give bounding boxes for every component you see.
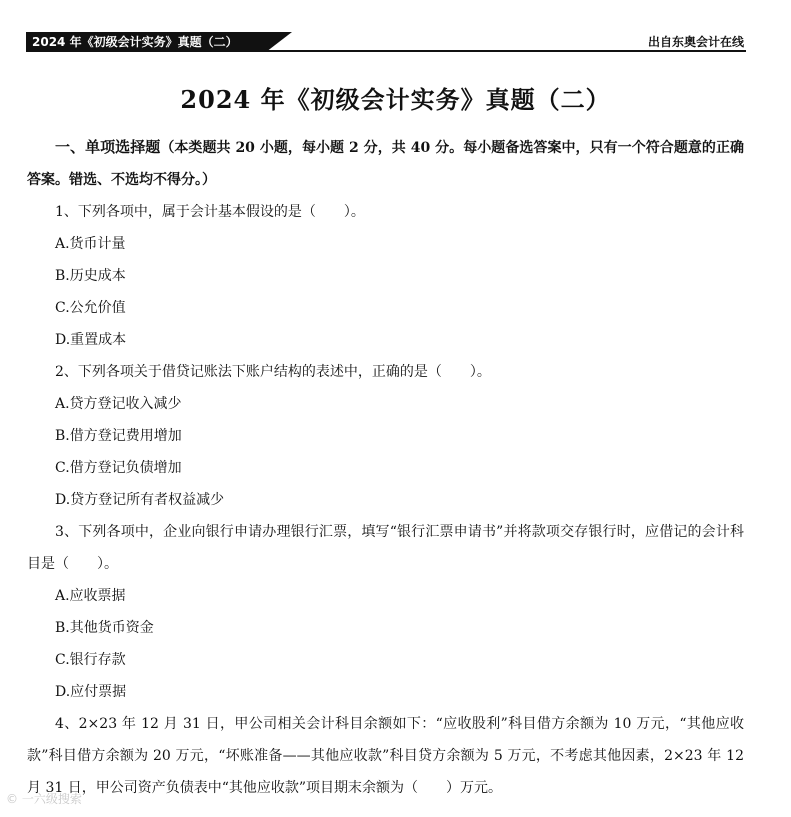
question-1-option-d: D.重置成本 <box>55 332 127 348</box>
section-heading-title: 一、单项选择题 <box>55 138 161 156</box>
question-4-stem: 4、2×23 年 12 月 31 日，甲公司相关会计科目余额如下：“应收股利”科目借方余额为 10 万元，“其他应收款”科目借方余额为 20 万元，“坏账准备——其他应收款”科目贷方余额为 5 万元，不考虑其他因素，2×23 年 12 月 31 日，甲公司资产负债表中“其他应收款”项目期末余额为（ ）万元。 <box>27 716 744 796</box>
question-1-option-c: C.公允价值 <box>55 300 126 316</box>
header-source: 出自东奥会计在线 <box>647 35 744 49</box>
page-header <box>26 32 746 52</box>
section-instructions: （本类题共 20 小题，每小题 2 分，共 40 分。每小题备选答案中，只有一个符合题意的正确答案。错选、不选均不得分。） <box>27 140 744 188</box>
question-3-stem: 3、下列各项中，企业向银行申请办理银行汇票，填写“银行汇票申请书”并将款项交存银行时，应借记的会计科目是（ ）。 <box>27 524 744 572</box>
question-3-option-b: B.其他货币资金 <box>55 620 154 636</box>
question-3-option-a: A.应收票据 <box>55 588 126 604</box>
header-rule <box>26 50 746 52</box>
section-heading <box>27 131 744 196</box>
document-title: 2024 年《初级会计实务》真题（二） <box>180 85 611 114</box>
header-tab-tip <box>266 32 292 52</box>
watermark: © 一六级搜索 <box>6 792 82 806</box>
question-2-option-c: C.借方登记负债增加 <box>55 460 182 476</box>
question-3-option-d: D.应付票据 <box>55 684 127 700</box>
question-2-stem: 2、下列各项关于借贷记账法下账户结构的表述中，正确的是（ ）。 <box>55 364 491 380</box>
document-body <box>27 131 744 804</box>
question-2-option-d: D.贷方登记所有者权益减少 <box>55 492 225 508</box>
question-1-option-b: B.历史成本 <box>55 268 126 284</box>
question-1-stem: 1、下列各项中，属于会计基本假设的是（ ）。 <box>55 204 365 220</box>
header-tab-label: 2024 年《初级会计实务》真题（二） <box>26 32 266 52</box>
question-2-option-a: A.贷方登记收入减少 <box>55 396 182 412</box>
question-3-option-c: C.银行存款 <box>55 652 126 668</box>
question-2-option-b: B.借方登记费用增加 <box>55 428 182 444</box>
question-1-option-a: A.货币计量 <box>55 236 126 252</box>
